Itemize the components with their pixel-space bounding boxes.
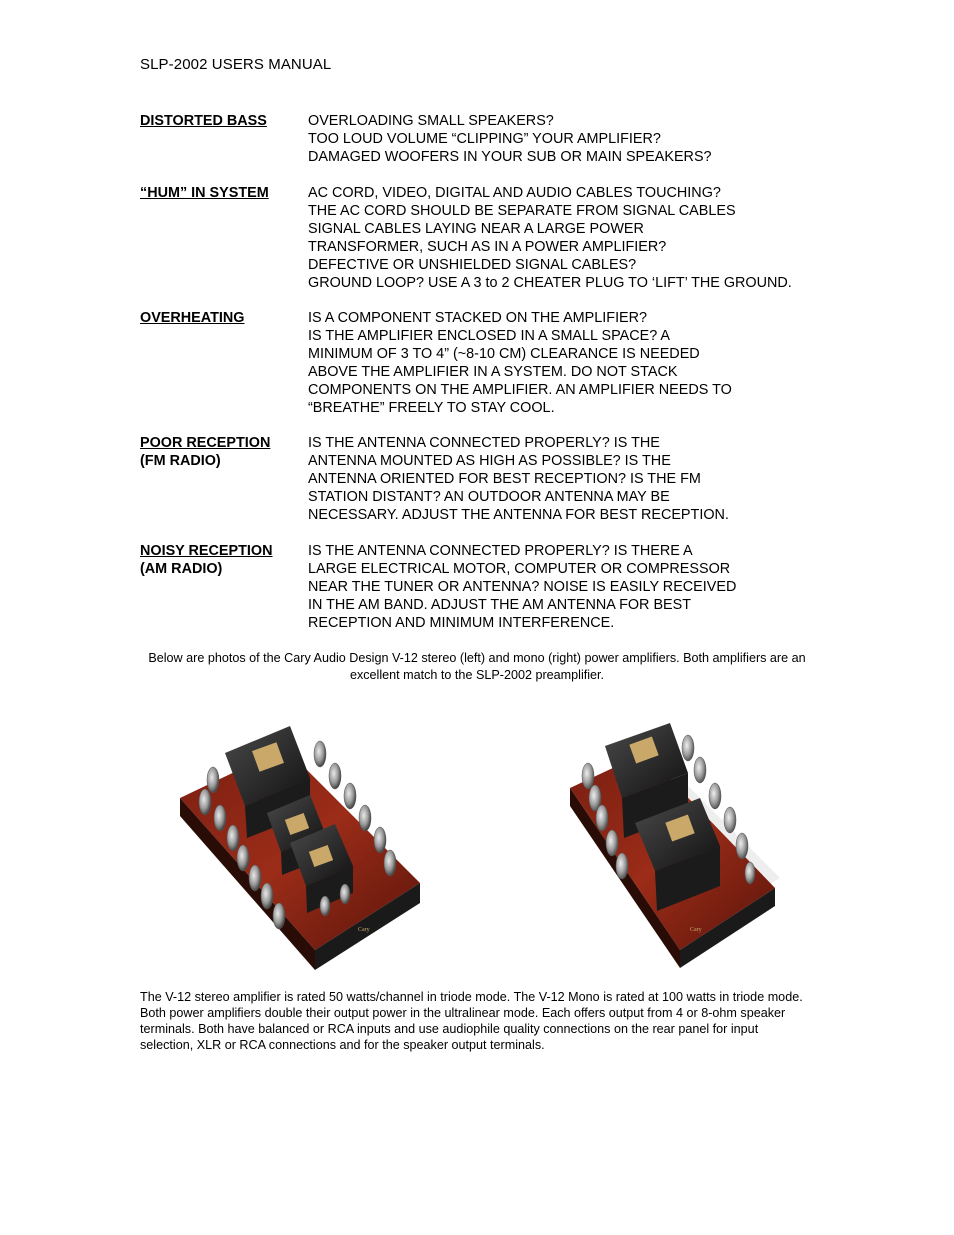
description-line: MINIMUM OF 3 TO 4” (~8-10 CM) CLEARANCE IS NEEDED (308, 346, 700, 362)
description-line: DAMAGED WOOFERS IN YOUR SUB OR MAIN SPEAKERS? (308, 149, 712, 165)
description-line: AC CORD, VIDEO, DIGITAL AND AUDIO CABLES TOUCHING? (308, 185, 721, 201)
description-line: “BREATHE” FREELY TO STAY COOL. (308, 400, 555, 416)
trouble-label: OVERHEATING (140, 310, 245, 326)
description-line: TOO LOUD VOLUME “CLIPPING” YOUR AMPLIFIER? (308, 131, 661, 147)
description-line: DEFECTIVE OR UNSHIELDED SIGNAL CABLES? (308, 257, 637, 273)
description-line: ABOVE THE AMPLIFIER IN A SYSTEM. DO NOT STACK (308, 364, 678, 380)
description-line: STATION DISTANT? AN OUTDOOR ANTENNA MAY BE (308, 489, 670, 505)
trouble-entry-overheating (140, 309, 820, 419)
trouble-description (308, 309, 818, 417)
description-line: OVERLOADING SMALL SPEAKERS? (308, 113, 554, 129)
trouble-label: DISTORTED BASS (140, 113, 267, 129)
trouble-description (308, 434, 818, 524)
photo-caption: Below are photos of the Cary Audio Design V-12 stereo (left) and mono (right) power amplifiers. Both amplifiers are an excellent match to the SLP-2002 preamplifier. (148, 651, 806, 682)
mono-amplifier-photo (560, 718, 785, 968)
description-line: ANTENNA ORIENTED FOR BEST RECEPTION? IS THE FM (308, 471, 701, 487)
trouble-description (308, 184, 818, 292)
trouble-entry-poor-reception (140, 434, 820, 526)
trouble-description (308, 542, 818, 632)
chassis-logo: Cary (690, 927, 702, 933)
stereo-amplifier-photo (175, 718, 425, 973)
trouble-sublabel: (FM RADIO) (140, 453, 221, 469)
description-line: IS A COMPONENT STACKED ON THE AMPLIFIER? (308, 310, 648, 326)
description-line: IS THE ANTENNA CONNECTED PROPERLY? IS THE (308, 435, 660, 451)
trouble-entry-distorted-bass (140, 112, 820, 168)
description-line: GROUND LOOP? USE A 3 to 2 CHEATER PLUG TO ‘LIFT’ THE GROUND. (308, 275, 792, 291)
trouble-label: POOR RECEPTION (140, 435, 271, 451)
trouble-entry-noisy-reception (140, 542, 820, 634)
description-line: LARGE ELECTRICAL MOTOR, COMPUTER OR COMPRESSOR (308, 561, 731, 577)
amplifier-description-paragraph: The V-12 stereo amplifier is rated 50 watts/channel in triode mode. The V-12 Mono is rated at 100 watts in triode mode. Both power amplifiers double their output power in the ultralinear mode. Each offers output from 4 or 8-ohm speaker terminals. Both have balanced or RCA inputs and use audiophile quality connections on the rear panel for input selection, XLR or RCA connections and for the speaker output terminals. (140, 990, 803, 1052)
trouble-label: NOISY RECEPTION (140, 543, 273, 559)
description-line: NEAR THE TUNER OR ANTENNA? NOISE IS EASILY RECEIVED (308, 579, 737, 595)
trouble-description (308, 112, 818, 166)
description-line: THE AC CORD SHOULD BE SEPARATE FROM SIGNAL CABLES (308, 203, 736, 219)
stereo-amplifier-illustration (175, 718, 425, 973)
description-line: NECESSARY. ADJUST THE ANTENNA FOR BEST RECEPTION. (308, 507, 729, 523)
trouble-sublabel: (AM RADIO) (140, 561, 223, 577)
description-line: IS THE ANTENNA CONNECTED PROPERLY? IS THERE A (308, 543, 693, 559)
trouble-entry-hum (140, 184, 820, 294)
trouble-label: “HUM” IN SYSTEM (140, 185, 269, 201)
description-line: IS THE AMPLIFIER ENCLOSED IN A SMALL SPACE? A (308, 328, 671, 344)
description-line: TRANSFORMER, SUCH AS IN A POWER AMPLIFIER? (308, 239, 667, 255)
page-header: SLP-2002 USERS MANUAL (140, 56, 332, 73)
description-line: COMPONENTS ON THE AMPLIFIER. AN AMPLIFIER NEEDS TO (308, 382, 732, 398)
description-line: RECEPTION AND MINIMUM INTERFERENCE. (308, 615, 615, 631)
mono-amplifier-illustration (560, 718, 785, 968)
chassis-logo: Cary (358, 927, 370, 933)
description-line: ANTENNA MOUNTED AS HIGH AS POSSIBLE? IS THE (308, 453, 671, 469)
description-line: SIGNAL CABLES LAYING NEAR A LARGE POWER (308, 221, 644, 237)
description-line: IN THE AM BAND. ADJUST THE AM ANTENNA FOR BEST (308, 597, 692, 613)
